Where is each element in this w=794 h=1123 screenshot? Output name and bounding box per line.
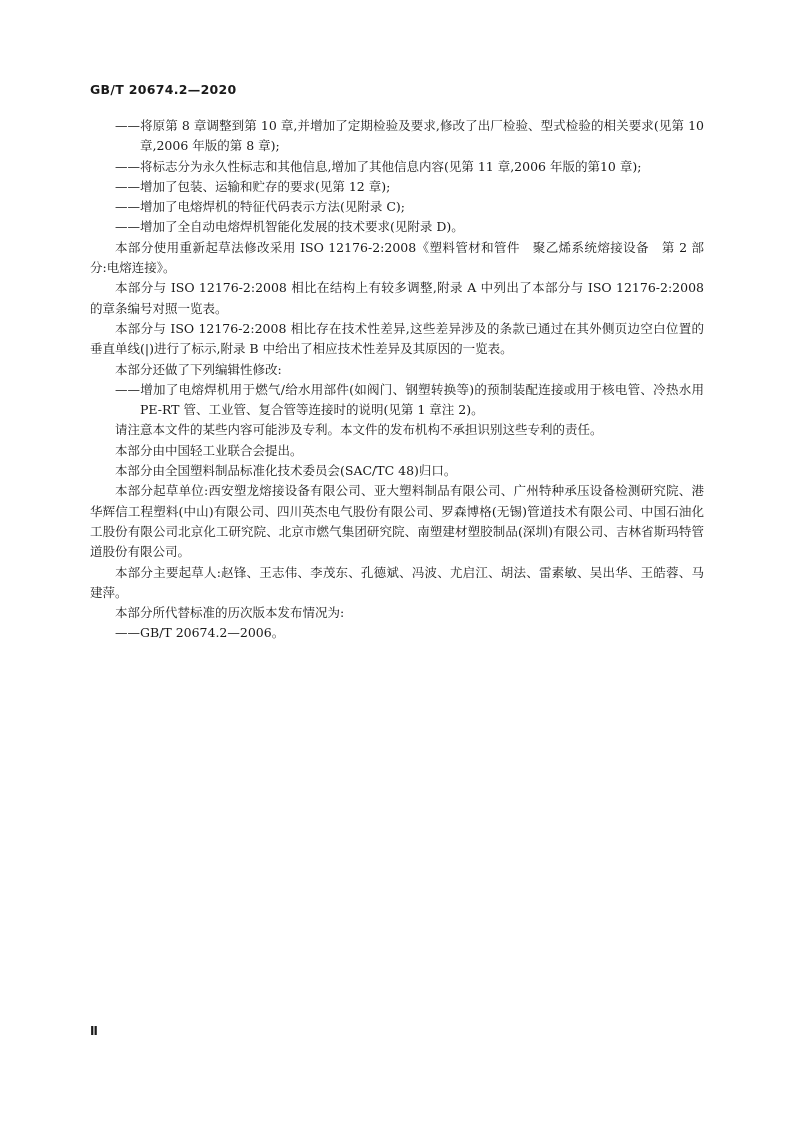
standard-number-header: GB/T 20674.2—2020 [90, 82, 237, 97]
document-body [90, 116, 704, 644]
paragraph: 请注意本文件的某些内容可能涉及专利。本文件的发布机构不承担识别这些专利的责任。 [115, 422, 603, 438]
list-item: ——增加了全自动电熔焊机智能化发展的技术要求(见附录 D)。 [115, 219, 464, 235]
paragraph: 本部分与 ISO 12176-2:2008 相比存在技术性差异,这些差异涉及的条款已通过在其外侧页边空白位置的垂直单线(|)进行了标示,附录 B 中给出了相应技术性差异及其原因的一览表。 [90, 320, 704, 357]
paragraph: 本部分与 ISO 12176-2:2008 相比在结构上有较多调整,附录 A 中列出了本部分与 ISO 12176-2:2008 的章条编号对照一览表。 [90, 280, 704, 316]
list-item: ——将标志分为永久性标志和其他信息,增加了其他信息内容(见第 11 章,2006 年版的第10 章); [115, 158, 642, 174]
paragraph: 本部分主要起草人:赵锋、王志伟、李茂东、孔德斌、冯波、尤启江、胡法、雷素敏、吴出华、王皓蓉、马建萍。 [90, 564, 704, 600]
paragraph: 本部分由全国塑料制品标准化技术委员会(SAC/TC 48)归口。 [115, 463, 457, 479]
paragraph: 本部分由中国轻工业联合会提出。 [115, 442, 303, 458]
paragraph: 本部分使用重新起草法修改采用 ISO 12176-2:2008《塑料管材和管件 聚乙烯系统熔接设备 第 2 部分:电熔连接》。 [90, 239, 704, 276]
list-item: ——增加了电熔焊机的特征代码表示方法(见附录 C); [115, 199, 406, 215]
page-number: Ⅱ [90, 1024, 98, 1038]
paragraph: 本部分所代替标准的历次版本发布情况为: [115, 605, 345, 621]
list-item: ——将原第 8 章调整到第 10 章,并增加了定期检验及要求,修改了出厂检验、型式检验的相关要求(见第 10 章,2006 年版的第 8 章); [115, 118, 704, 154]
list-item: ——增加了电熔焊机用于燃气/给水用部件(如阀门、钢塑转换等)的预制装配连接或用于核电管、冷热水用 PE-RT 管、工业管、复合管等连接时的说明(见第 1 章注 2)。 [115, 381, 704, 418]
list-item: ——增加了包装、运输和贮存的要求(见第 12 章); [115, 178, 391, 194]
paragraph: 本部分还做了下列编辑性修改: [115, 361, 282, 377]
list-item: ——GB/T 20674.2—2006。 [115, 625, 285, 641]
paragraph: 本部分起草单位:西安塑龙熔接设备有限公司、亚大塑料制品有限公司、广州特种承压设备检测研究院、港华辉信工程塑料(中山)有限公司、四川英杰电气股份有限公司、罗森博格(无锡)管道技术有限公司、中国石油化工股份有限公司北京化工研究院、北京市燃气集团研究院、南塑建材塑胶制品(深圳)有限公司、吉林省斯玛特管道股份有限公司。 [90, 483, 704, 560]
